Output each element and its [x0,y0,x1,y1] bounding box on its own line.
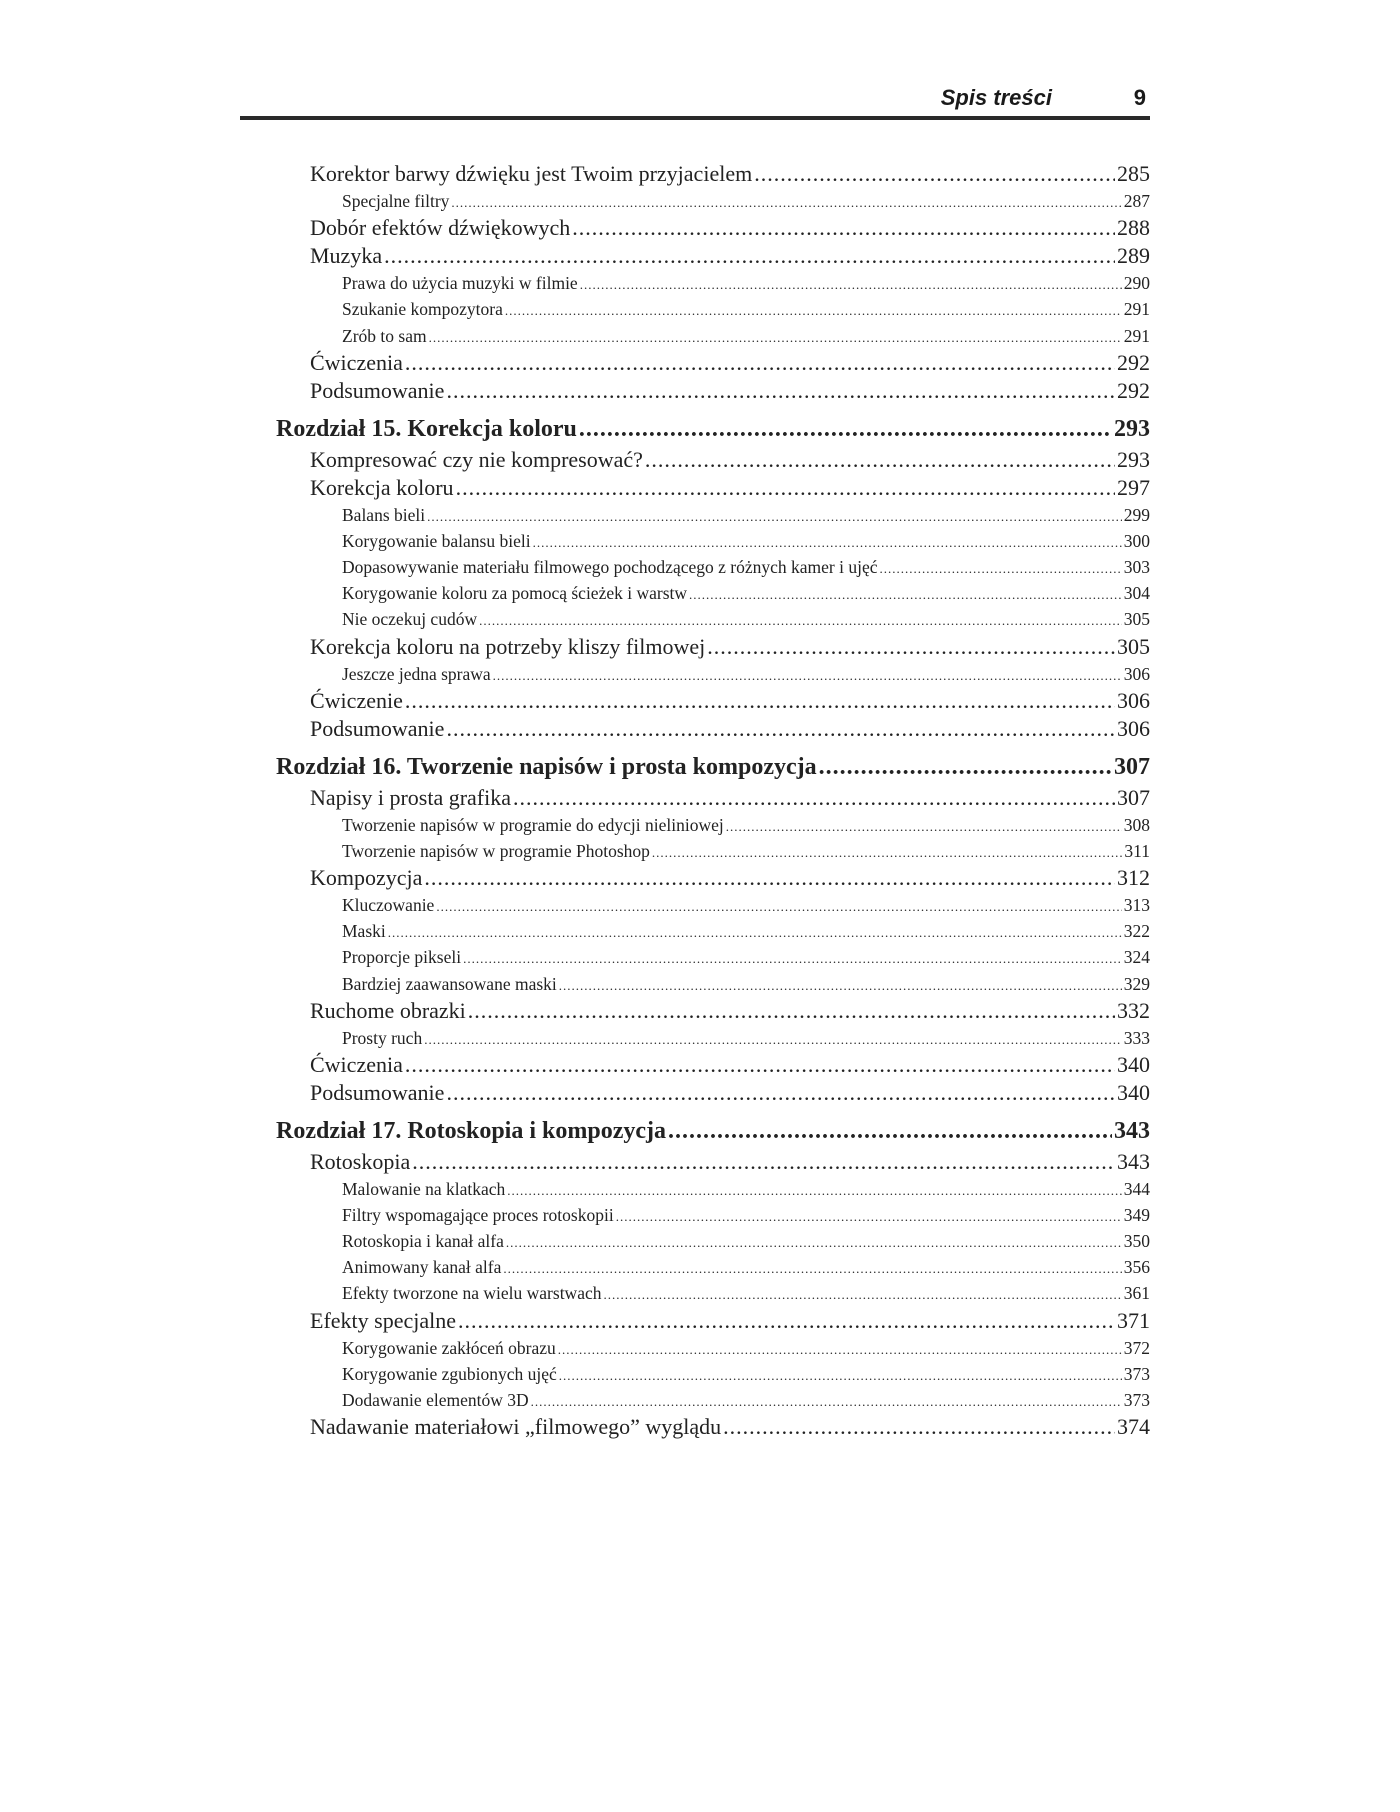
toc-entry-page: 356 [1123,1257,1150,1278]
dot-leader [468,997,1115,1025]
toc-entry-page: 306 [1117,715,1150,741]
toc-entry-title: Dodawanie elementów 3D [342,1389,529,1410]
toc-entry-page: 312 [1117,865,1150,891]
toc-entry-title: Filtry wspomagające proces rotoskopii [342,1205,614,1226]
running-header [240,84,1150,118]
toc-section-entry [276,1079,1150,1107]
toc-section-entry [276,687,1150,715]
toc-entry-title: Rozdział 17. Rotoskopia i kompozycja [276,1118,666,1144]
toc-subsection-entry [276,1228,1150,1254]
toc-section-entry [276,1148,1150,1176]
toc-subsection-entry [276,1025,1150,1051]
toc-entry-title: Jeszcze jedna sprawa [342,663,491,684]
toc-entry-page: 293 [1117,446,1150,472]
toc-entry-title: Malowanie na klatkach [342,1179,506,1200]
toc-section-entry [276,1051,1150,1079]
toc-subsection-entry [276,812,1150,838]
toc-section-entry [276,864,1150,892]
dot-leader [580,272,1122,296]
dot-leader [603,1282,1121,1306]
dot-leader [429,325,1122,349]
toc-entry-page: 299 [1123,505,1150,526]
dot-leader [579,413,1112,446]
toc-entry-page: 343 [1117,1149,1150,1174]
toc-entry-title: Korygowanie koloru za pomocą ścieżek i warstw [342,583,688,604]
toc-entry-page: 308 [1123,814,1150,835]
toc-subsection-entry [276,971,1150,997]
toc-entry-page: 288 [1117,215,1150,241]
dot-leader [559,973,1122,997]
toc-entry-page: 324 [1123,947,1150,968]
dot-leader [689,582,1122,606]
toc-entry-page: 372 [1123,1337,1150,1358]
dot-leader [427,504,1122,528]
dot-leader [463,946,1122,970]
toc-section-entry [276,349,1150,377]
toc-section-entry [276,1307,1150,1335]
toc-entry-page: 304 [1123,583,1150,604]
toc-entry-page: 292 [1117,377,1150,403]
toc-subsection-entry [276,1202,1150,1228]
toc-entry-page: 371 [1117,1307,1150,1333]
toc-section-entry [276,715,1150,743]
toc-subsection-entry [276,606,1150,632]
toc-entry-page: 307 [1114,753,1150,780]
toc-entry-title: Proporcje pikseli [342,947,462,968]
toc-section-entry [276,377,1150,405]
toc-entry-page: 307 [1117,784,1150,810]
toc-entry-page: 291 [1123,325,1150,346]
dot-leader [558,1337,1122,1361]
toc-entry-page: 340 [1117,1051,1150,1077]
toc-subsection-entry [276,1280,1150,1306]
toc-entry-page: 374 [1117,1413,1150,1439]
toc-entry-title: Ćwiczenia [310,349,403,375]
dot-leader [572,214,1115,242]
toc-entry-page: 305 [1117,633,1150,659]
toc-section-entry [276,633,1150,661]
toc-entry-title: Rozdział 16. Tworzenie napisów i prosta kompozycja [276,753,817,780]
toc-entry-title: Ruchome obrazki [310,997,466,1023]
toc-section-entry [276,474,1150,502]
dot-leader [507,1178,1121,1202]
dot-leader [412,1148,1115,1176]
toc-entry-page: 329 [1123,973,1150,994]
dot-leader [446,1079,1115,1107]
toc-subsection-entry [276,554,1150,580]
toc-entry-page: 297 [1117,474,1150,500]
toc-entry-title: Napisy i prosta grafika [310,784,511,810]
toc-entry-title: Maski [342,921,386,942]
toc-entry-page: 350 [1123,1231,1150,1252]
toc-entry-title: Prosty ruch [342,1027,423,1048]
toc-entry-title: Muzyka [310,243,383,269]
toc-entry-page: 287 [1123,191,1150,212]
toc-entry-page: 290 [1123,273,1150,294]
toc-entry-title: Nadawanie materiałowi „filmowego” wyglądu [310,1413,722,1439]
toc-entry-page: 291 [1123,299,1150,320]
toc-subsection-entry [276,661,1150,687]
dot-leader [723,1413,1115,1441]
toc-subsection-entry [276,188,1150,214]
dot-leader [405,349,1115,377]
toc-subsection-entry [276,502,1150,528]
dot-leader [451,190,1121,214]
dot-leader [446,715,1115,743]
toc-subsection-entry [276,528,1150,554]
toc-entry-title: Efekty tworzone na wielu warstwach [342,1283,602,1304]
toc-entry-page: 305 [1123,609,1150,630]
dot-leader [405,1051,1115,1079]
dot-leader [388,920,1122,944]
toc-entry-title: Podsumowanie [310,377,445,403]
toc-subsection-entry [276,270,1150,296]
toc-entry-page: 289 [1117,243,1150,269]
toc-entry-title: Korygowanie zakłóceń obrazu [342,1337,556,1358]
toc-entry-title: Zrób to sam [342,325,427,346]
table-of-contents [276,160,1150,1441]
toc-entry-title: Korekcja koloru [310,474,454,500]
toc-entry-page: 349 [1123,1205,1150,1226]
dot-leader [446,377,1115,405]
dot-leader [513,784,1115,812]
dot-leader [456,474,1115,502]
toc-entry-page: 361 [1123,1283,1150,1304]
dot-leader [707,633,1115,661]
toc-section-entry [276,160,1150,188]
toc-entry-title: Dobór efektów dźwiękowych [310,215,571,241]
dot-leader [424,1027,1122,1051]
toc-section-entry [276,997,1150,1025]
toc-section-entry [276,242,1150,270]
toc-subsection-entry [276,296,1150,322]
toc-subsection-entry [276,1387,1150,1413]
toc-subsection-entry [276,580,1150,606]
toc-entry-title: Kompozycja [310,865,423,891]
toc-entry-title: Tworzenie napisów w programie Photoshop [342,841,650,862]
toc-entry-page: 373 [1123,1389,1150,1410]
toc-subsection-entry [276,944,1150,970]
toc-entry-page: 300 [1123,531,1150,552]
dot-leader [505,298,1122,322]
toc-chapter-entry [276,413,1150,446]
toc-section-entry [276,1413,1150,1441]
toc-entry-page: 306 [1123,663,1150,684]
running-header-title: Spis treści [940,85,1052,110]
toc-entry-title: Tworzenie napisów w programie do edycji nieliniowej [342,814,724,835]
dot-leader [559,1363,1122,1387]
dot-leader [506,1230,1122,1254]
dot-leader [616,1204,1122,1228]
toc-subsection-entry [276,892,1150,918]
dot-leader [531,1389,1122,1413]
toc-subsection-entry [276,1335,1150,1361]
dot-leader [424,864,1115,892]
dot-leader [436,894,1121,918]
dot-leader [880,556,1122,580]
dot-leader [645,446,1115,474]
toc-entry-title: Ćwiczenie [310,687,403,713]
toc-entry-title: Animowany kanał alfa [342,1257,502,1278]
toc-entry-page: 373 [1123,1363,1150,1384]
toc-subsection-entry [276,323,1150,349]
toc-entry-title: Rotoskopia [310,1149,411,1174]
toc-entry-page: 332 [1117,997,1150,1023]
toc-entry-title: Prawa do użycia muzyki w filmie [342,273,578,294]
toc-entry-title: Podsumowanie [310,715,445,741]
toc-entry-page: 293 [1114,415,1150,442]
toc-entry-title: Rozdział 15. Korekcja koloru [276,415,577,442]
dot-leader [652,840,1123,864]
toc-entry-page: 340 [1117,1079,1150,1105]
toc-entry-title: Korygowanie zgubionych ujęć [342,1363,557,1384]
dot-leader [668,1115,1112,1148]
toc-entry-title: Korektor barwy dźwięku jest Twoim przyjacielem [310,161,753,186]
toc-entry-title: Ćwiczenia [310,1051,403,1077]
toc-entry-title: Rotoskopia i kanał alfa [342,1231,504,1252]
toc-entry-page: 313 [1123,895,1150,916]
page-number: 9 [1133,85,1146,110]
toc-subsection-entry [276,1254,1150,1280]
toc-subsection-entry [276,1176,1150,1202]
dot-leader [726,814,1122,838]
toc-subsection-entry [276,918,1150,944]
dot-leader [479,608,1122,632]
toc-entry-title: Szukanie kompozytora [342,299,503,320]
toc-entry-page: 333 [1123,1027,1150,1048]
header-rule [240,116,1150,120]
toc-entry-title: Nie oczekuj cudów [342,609,478,630]
toc-entry-title: Korygowanie balansu bieli [342,531,531,552]
toc-entry-page: 344 [1123,1179,1150,1200]
toc-entry-title: Balans bieli [342,505,426,526]
toc-entry-page: 322 [1123,921,1150,942]
dot-leader [503,1256,1121,1280]
toc-entry-page: 343 [1114,1118,1150,1144]
dot-leader [754,160,1115,188]
toc-entry-page: 292 [1117,349,1150,375]
toc-entry-title: Korekcja koloru na potrzeby kliszy filmowej [310,633,706,659]
toc-entry-page: 311 [1124,841,1150,862]
toc-section-entry [276,214,1150,242]
toc-entry-title: Kluczowanie [342,895,435,916]
toc-entry-title: Dopasowywanie materiału filmowego pochodzącego z różnych kamer i ujęć [342,557,878,578]
dot-leader [493,663,1122,687]
toc-entry-title: Efekty specjalne [310,1307,456,1333]
toc-section-entry [276,784,1150,812]
toc-chapter-entry [276,751,1150,784]
toc-subsection-entry [276,1361,1150,1387]
toc-chapter-entry [276,1115,1150,1148]
toc-entry-title: Kompresować czy nie kompresować? [310,446,643,472]
dot-leader [819,751,1112,784]
dot-leader [458,1307,1115,1335]
toc-entry-title: Bardziej zaawansowane maski [342,973,557,994]
toc-entry-title: Podsumowanie [310,1079,445,1105]
toc-section-entry [276,446,1150,474]
dot-leader [405,687,1115,715]
toc-entry-page: 306 [1117,687,1150,713]
toc-entry-page: 303 [1123,557,1150,578]
toc-entry-title: Specjalne filtry [342,191,450,212]
toc-subsection-entry [276,838,1150,864]
dot-leader [384,242,1115,270]
toc-entry-page: 285 [1117,161,1150,186]
dot-leader [533,530,1122,554]
